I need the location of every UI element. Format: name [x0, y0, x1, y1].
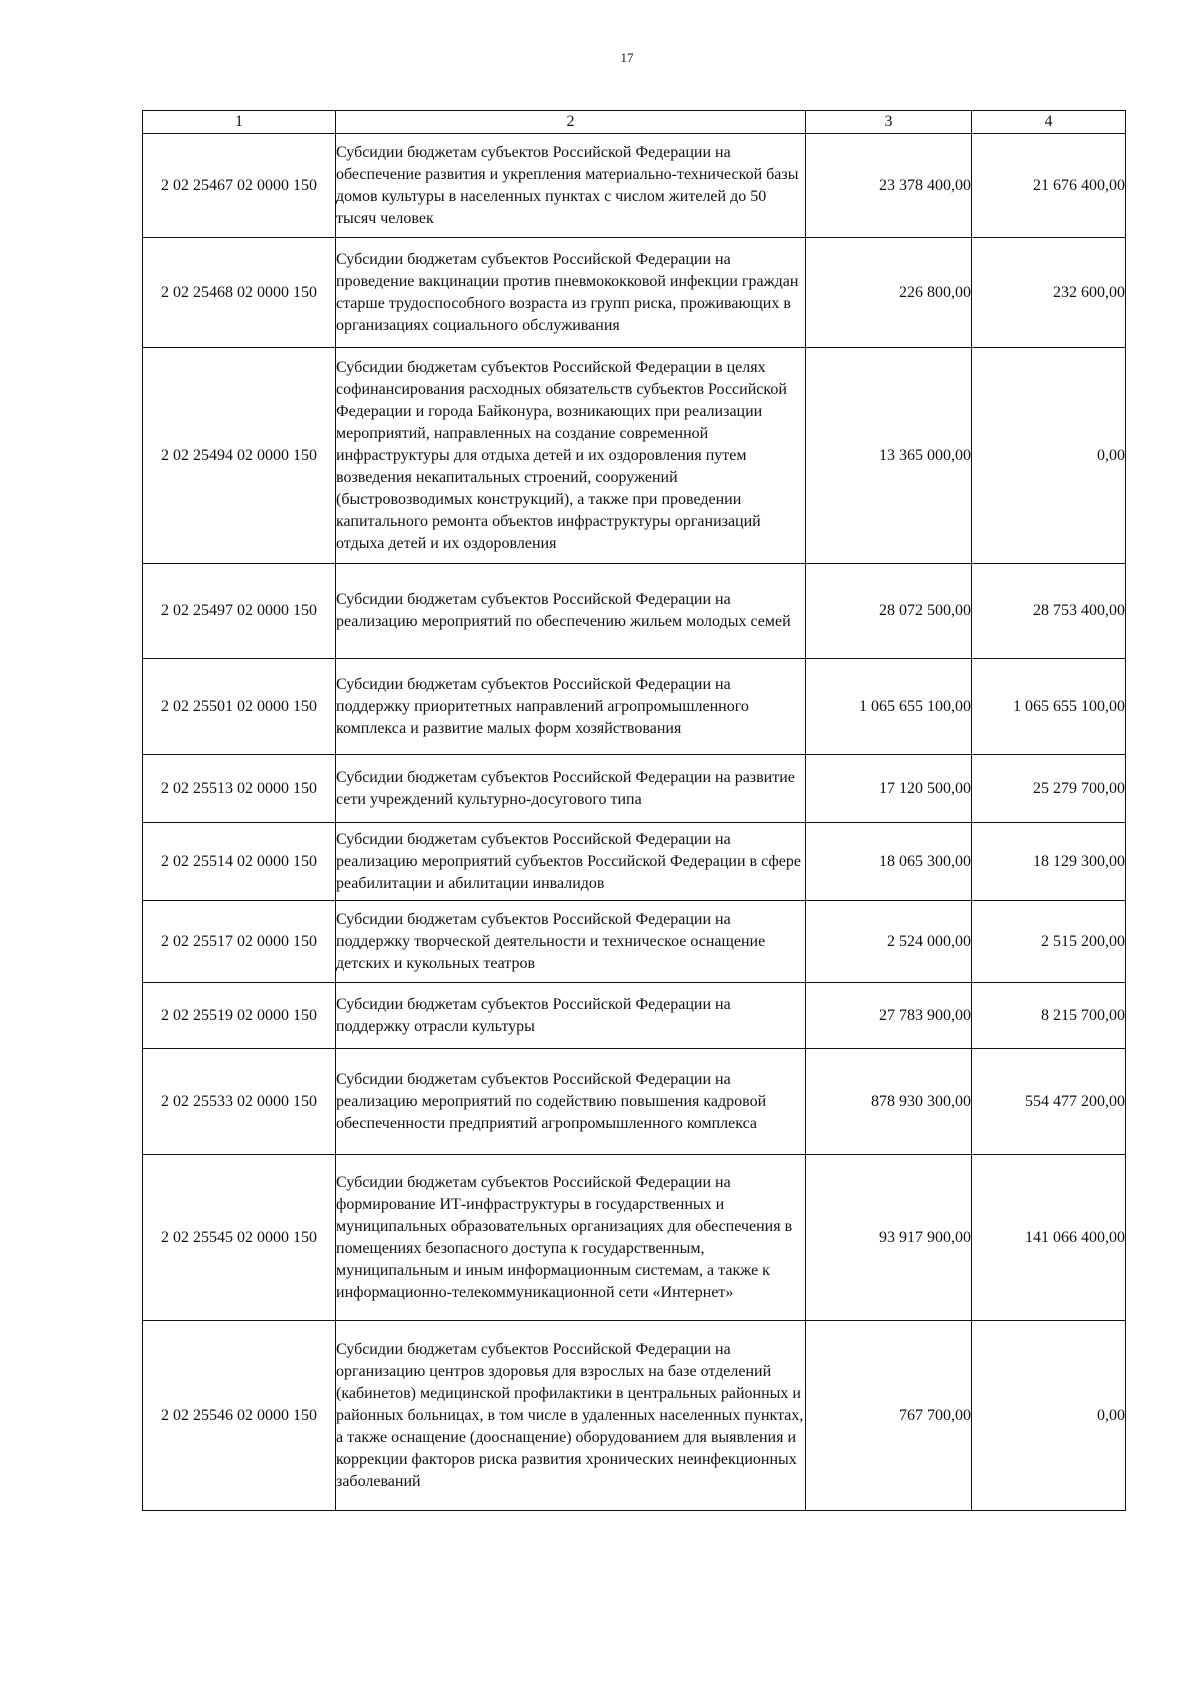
row-value-col3: 93 917 900,00: [806, 1155, 972, 1321]
row-description: Субсидии бюджетам субъектов Российской Федерации на организацию центров здоровья для взрослых на базе отделений (кабинетов) медицинской профилактики в центральных районных и районных больницах, в том числе в удаленных населенных пунктах, а также оснащение (дооснащение) оборудованием для выявления и коррекции факторов риска развития хронических неинфекционных заболеваний: [336, 1321, 806, 1511]
row-value-col3: 18 065 300,00: [806, 823, 972, 901]
page-number: 17: [620, 50, 634, 65]
row-description: Субсидии бюджетам субъектов Российской Федерации на обеспечение развития и укрепления материально-технической базы домов культуры в населенных пунктах с числом жителей до 50 тысяч человек: [336, 134, 806, 238]
row-value-col4: 28 753 400,00: [972, 564, 1126, 659]
row-description: Субсидии бюджетам субъектов Российской Федерации на поддержку отрасли культуры: [336, 983, 806, 1049]
row-description: Субсидии бюджетам субъектов Российской Федерации на проведение вакцинации против пневмококковой инфекции граждан старше трудоспособного возраста из групп риска, проживающих в организациях социального обслуживания: [336, 238, 806, 348]
row-code: 2 02 25514 02 0000 150: [143, 823, 336, 901]
table-row: [143, 1049, 1126, 1155]
table-row: [143, 348, 1126, 564]
row-value-col4: 2 515 200,00: [972, 901, 1126, 983]
row-value-col4: 554 477 200,00: [972, 1049, 1126, 1155]
column-header-1: 1: [143, 111, 336, 134]
table-row: [143, 823, 1126, 901]
row-value-col4: 1 065 655 100,00: [972, 659, 1126, 755]
row-value-col4: 141 066 400,00: [972, 1155, 1126, 1321]
row-value-col4: 232 600,00: [972, 238, 1126, 348]
row-code: 2 02 25497 02 0000 150: [143, 564, 336, 659]
row-description: Субсидии бюджетам субъектов Российской Федерации на реализацию мероприятий по обеспечению жильем молодых семей: [336, 564, 806, 659]
table-row: [143, 134, 1126, 238]
budget-table: [142, 110, 1126, 1511]
row-description: Субсидии бюджетам субъектов Российской Федерации на реализацию мероприятий по содействию повышения кадровой обеспеченности предприятий агропромышленного комплекса: [336, 1049, 806, 1155]
row-value-col3: 1 065 655 100,00: [806, 659, 972, 755]
row-description: Субсидии бюджетам субъектов Российской Федерации на поддержку творческой деятельности и техническое оснащение детских и кукольных театров: [336, 901, 806, 983]
row-value-col4: 0,00: [972, 1321, 1126, 1511]
row-value-col4: 0,00: [972, 348, 1126, 564]
row-value-col3: 226 800,00: [806, 238, 972, 348]
row-code: 2 02 25513 02 0000 150: [143, 755, 336, 823]
row-value-col3: 13 365 000,00: [806, 348, 972, 564]
row-value-col4: 8 215 700,00: [972, 983, 1126, 1049]
row-value-col4: 21 676 400,00: [972, 134, 1126, 238]
row-code: 2 02 25545 02 0000 150: [143, 1155, 336, 1321]
row-value-col3: 17 120 500,00: [806, 755, 972, 823]
row-value-col3: 878 930 300,00: [806, 1049, 972, 1155]
row-value-col3: 27 783 900,00: [806, 983, 972, 1049]
row-value-col3: 23 378 400,00: [806, 134, 972, 238]
row-description: Субсидии бюджетам субъектов Российской Федерации на формирование ИТ-инфраструктуры в государственных и муниципальных образовательных организациях для обеспечения в помещениях безопасного доступа к государственным, муниципальным и иным информационным системам, а также к информационно-телекоммуникационной сети «Интернет»: [336, 1155, 806, 1321]
table-row: [143, 901, 1126, 983]
table-row: [143, 1155, 1126, 1321]
row-code: 2 02 25468 02 0000 150: [143, 238, 336, 348]
row-description: Субсидии бюджетам субъектов Российской Федерации на реализацию мероприятий субъектов Российской Федерации в сфере реабилитации и абилитации инвалидов: [336, 823, 806, 901]
row-value-col3: 767 700,00: [806, 1321, 972, 1511]
table-row: [143, 755, 1126, 823]
table-row: [143, 564, 1126, 659]
row-code: 2 02 25494 02 0000 150: [143, 348, 336, 564]
row-description: Субсидии бюджетам субъектов Российской Федерации в целях софинансирования расходных обязательств субъектов Российской Федерации и города Байконура, возникающих при реализации мероприятий, направленных на создание современной инфраструктуры для отдыха детей и их оздоровления путем возведения некапитальных строений, сооружений (быстровозводимых конструкций), а также при проведении капитального ремонта объектов инфраструктуры организаций отдыха детей и их оздоровления: [336, 348, 806, 564]
table-row: [143, 1321, 1126, 1511]
table-row: [143, 238, 1126, 348]
row-code: 2 02 25467 02 0000 150: [143, 134, 336, 238]
row-value-col4: 18 129 300,00: [972, 823, 1126, 901]
column-header-2: 2: [336, 111, 806, 134]
row-code: 2 02 25501 02 0000 150: [143, 659, 336, 755]
row-code: 2 02 25533 02 0000 150: [143, 1049, 336, 1155]
row-description: Субсидии бюджетам субъектов Российской Федерации на поддержку приоритетных направлений агропромышленного комплекса и развитие малых форм хозяйствования: [336, 659, 806, 755]
table-header-row: [143, 111, 1126, 134]
row-code: 2 02 25546 02 0000 150: [143, 1321, 336, 1511]
column-header-4: 4: [972, 111, 1126, 134]
table-row: [143, 659, 1126, 755]
row-code: 2 02 25517 02 0000 150: [143, 901, 336, 983]
table-row: [143, 983, 1126, 1049]
row-value-col4: 25 279 700,00: [972, 755, 1126, 823]
column-header-3: 3: [806, 111, 972, 134]
row-description: Субсидии бюджетам субъектов Российской Федерации на развитие сети учреждений культурно-досугового типа: [336, 755, 806, 823]
row-value-col3: 2 524 000,00: [806, 901, 972, 983]
row-value-col3: 28 072 500,00: [806, 564, 972, 659]
row-code: 2 02 25519 02 0000 150: [143, 983, 336, 1049]
